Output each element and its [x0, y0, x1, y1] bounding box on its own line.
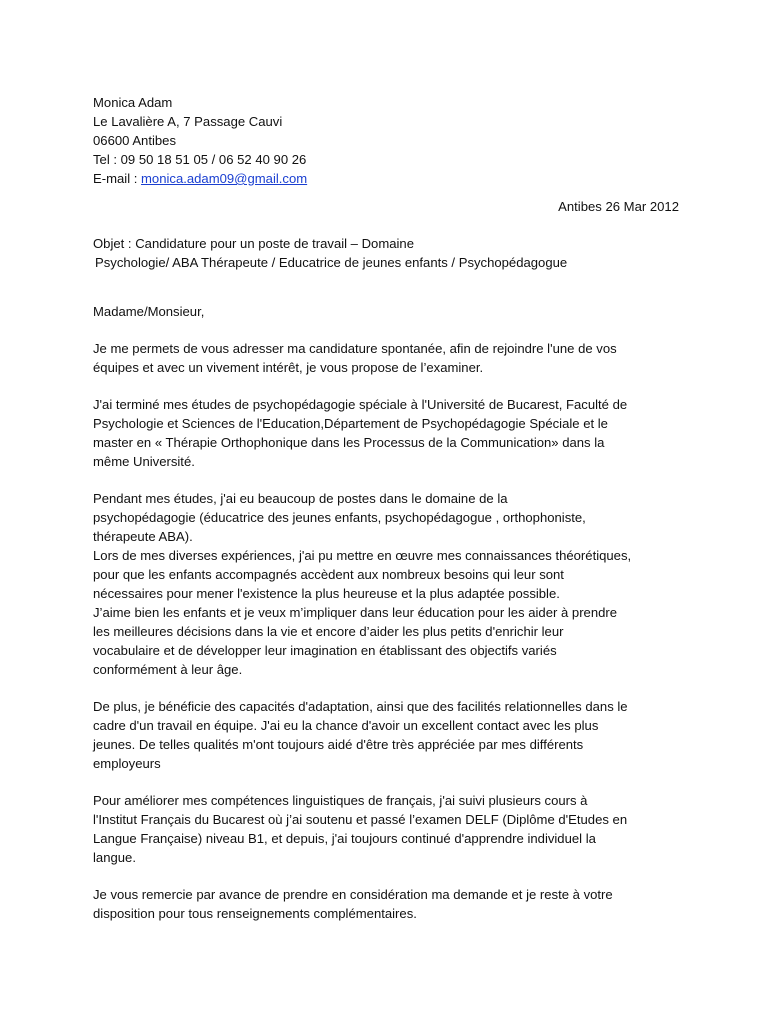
paragraph-line: thérapeute ABA). — [93, 529, 193, 544]
sender-block — [93, 93, 679, 188]
paragraph-line: pour que les enfants accompagnés accèdent aux nombreux besoins qui leur sont — [93, 567, 564, 582]
paragraph-line: même Université. — [93, 454, 195, 469]
paragraph-line: Langue Française) niveau B1, et depuis, j'ai toujours continué d'apprendre individuel la — [93, 831, 596, 846]
paragraph-line: Psychologie et Sciences de l'Education,Département de Psychopédagogie Spéciale et le — [93, 416, 608, 431]
letter-body — [93, 93, 679, 923]
paragraph-line: Je me permets de vous adresser ma candidature spontanée, afin de rejoindre l'une de vos — [93, 341, 617, 356]
paragraph — [93, 339, 679, 377]
letter-date: Antibes 26 Mar 2012 — [558, 199, 679, 214]
sender-name: Monica Adam — [93, 95, 173, 110]
paragraph — [93, 791, 679, 867]
salutation: Madame/Monsieur, — [93, 304, 205, 319]
paragraph-line: De plus, je bénéficie des capacités d'adaptation, ainsi que des facilités relationnelles dans le — [93, 699, 628, 714]
paragraph-line: nécessaires pour mener l'existence la plus heureuse et la plus adaptée possible. — [93, 586, 560, 601]
paragraph-line: J'ai terminé mes études de psychopédagogie spéciale à l'Université de Bucarest, Faculté de — [93, 397, 628, 412]
paragraph-line: langue. — [93, 850, 136, 865]
letter-paragraphs — [93, 339, 679, 923]
subject-block — [93, 234, 679, 272]
paragraph-line: conformément à leur âge. — [93, 662, 243, 677]
sender-address-line2: 06600 Antibes — [93, 133, 176, 148]
paragraph — [93, 489, 679, 679]
paragraph — [93, 697, 679, 773]
paragraph — [93, 395, 679, 471]
email-link[interactable]: monica.adam09@gmail.com — [141, 171, 308, 186]
paragraph-line: les meilleures décisions dans la vie et encore d’aider les plus petits d'enrichir leur — [93, 624, 564, 639]
paragraph — [93, 885, 679, 923]
subject-label: Objet : — [93, 236, 136, 251]
email-label: E-mail : — [93, 171, 142, 186]
paragraph-line: J’aime bien les enfants et je veux m’impliquer dans leur éducation pour les aider à prendre — [93, 605, 618, 620]
sender-address-line1: Le Lavalière A, 7 Passage Cauvi — [93, 114, 283, 129]
paragraph-line: Pour améliorer mes compétences linguistiques de français, j'ai suivi plusieurs cours à — [93, 793, 588, 808]
paragraph-line: vocabulaire et de développer leur imagination en établissant des objectifs variés — [93, 643, 557, 658]
sender-tel: Tel : 09 50 18 51 05 / 06 52 40 90 26 — [93, 152, 307, 167]
paragraph-line: Je vous remercie par avance de prendre en considération ma demande et je reste à votre — [93, 887, 613, 902]
paragraph-line: jeunes. De telles qualités m'ont toujours aidé d'être très appréciée par mes différents — [93, 737, 584, 752]
paragraph-line: l'Institut Français du Bucarest où j’ai soutenu et passé l’examen DELF (Diplôme d'Etudes en — [93, 812, 628, 827]
paragraph-line: cadre d'un travail en équipe. J'ai eu la chance d'avoir un excellent contact avec les plus — [93, 718, 599, 733]
paragraph-line: Pendant mes études, j'ai eu beaucoup de postes dans le domaine de la — [93, 491, 508, 506]
paragraph-line: psychopédagogie (éducatrice des jeunes enfants, psychopédagogue , orthophoniste, — [93, 510, 586, 525]
paragraph-line: Lors de mes diverses expériences, j'ai pu mettre en œuvre mes connaissances théorétiques, — [93, 548, 632, 563]
paragraph-line: employeurs — [93, 756, 161, 771]
paragraph-line: master en « Thérapie Orthophonique dans les Processus de la Communication» dans la — [93, 435, 605, 450]
subject-line2: Psychologie/ ABA Thérapeute / Educatrice de jeunes enfants / Psychopédagogue — [95, 255, 568, 270]
subject-text: Candidature pour un poste de travail – Domaine — [135, 236, 414, 251]
paragraph-line: équipes et avec un vivement intérêt, je vous propose de l’examiner. — [93, 360, 484, 375]
sender-email-row — [93, 169, 679, 188]
subject-line1 — [93, 234, 679, 253]
paragraph-line: disposition pour tous renseignements complémentaires. — [93, 906, 417, 921]
